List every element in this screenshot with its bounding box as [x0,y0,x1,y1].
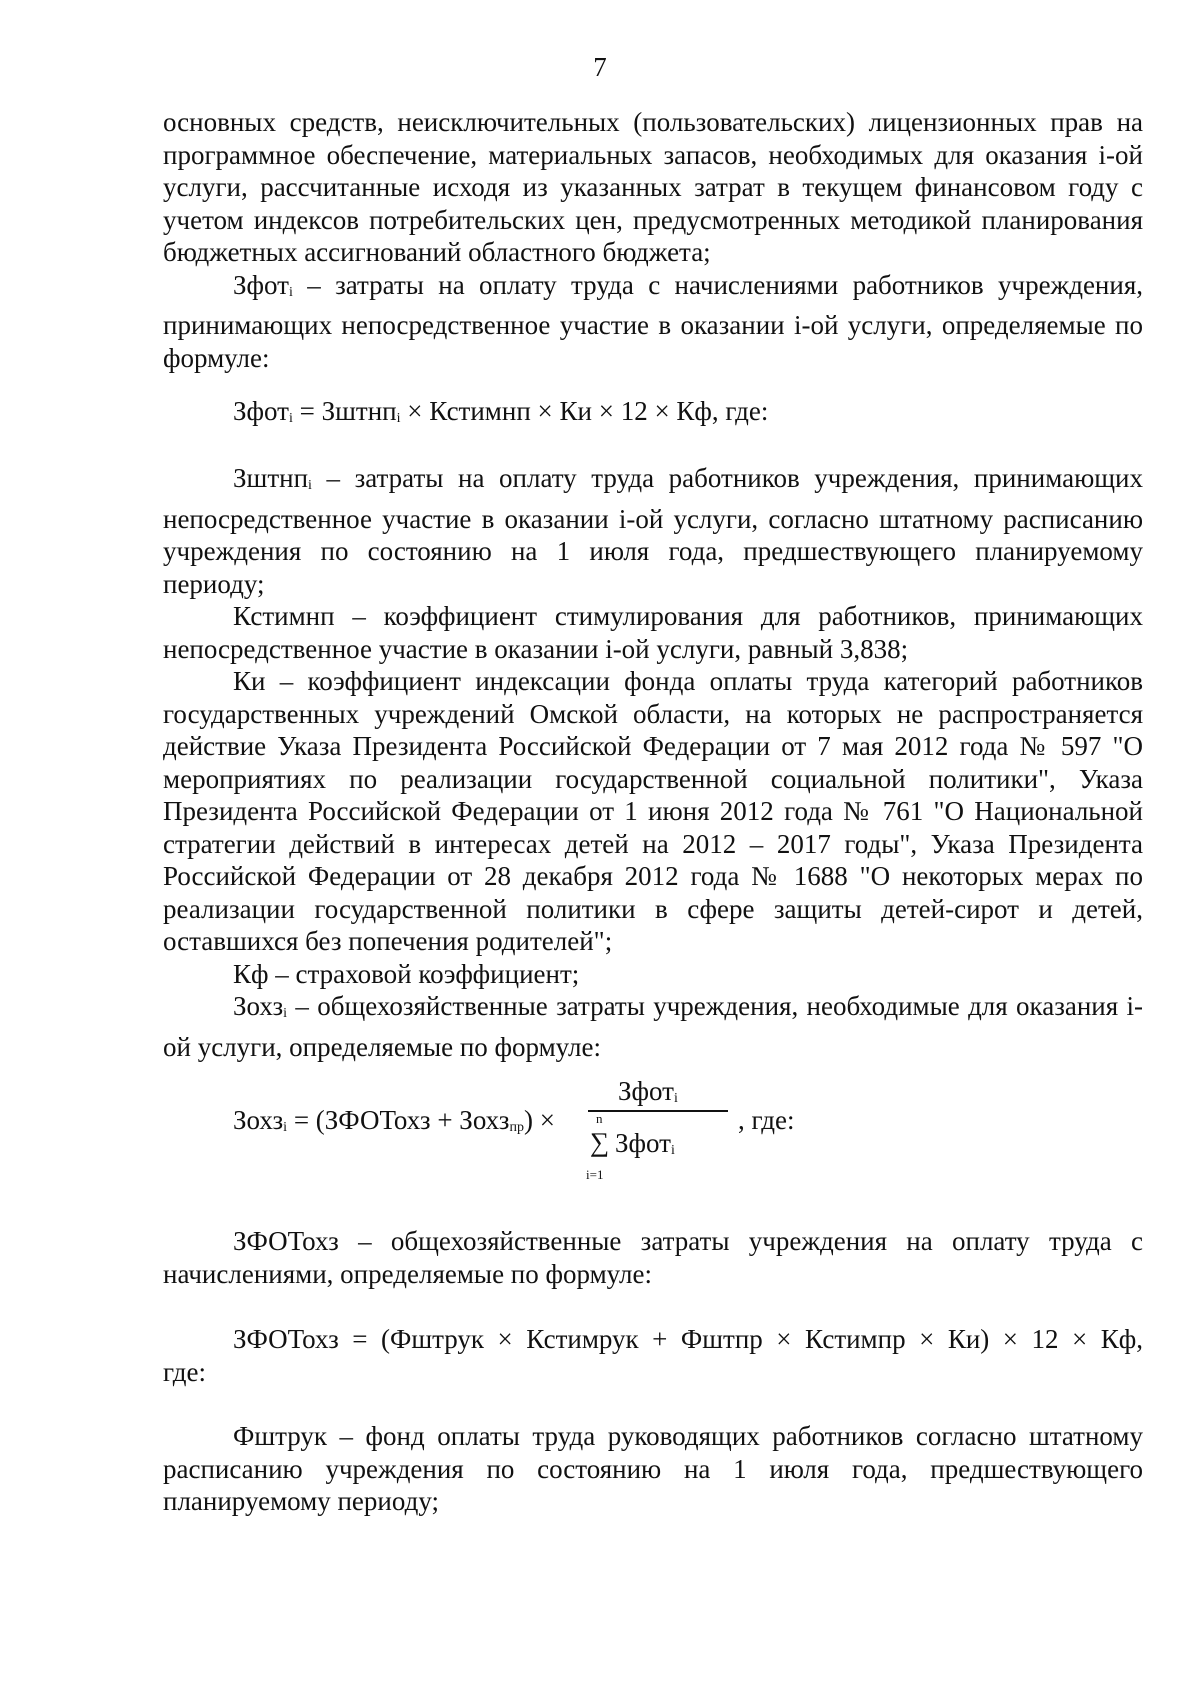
formula-zohz [233,1075,853,1195]
formula3-line1: ЗФОТохз = (Фштрук × Кстимрук + Фштпр × Кстимпр × Ки) × 12 × Кф, [233,1324,1143,1354]
formula1-lhs: Зфот [233,396,289,426]
zfot-ohz-definition: ЗФОТохз – общехозяйственные затраты учреждения на оплату труда с начислениями, определяемые по формуле: [163,1226,1143,1289]
formula3-line2: где: [163,1356,206,1387]
zohz-subscript: i [283,1006,288,1021]
formula2-lhs [233,1105,555,1136]
numerator-symbol: Зфот [618,1076,674,1106]
ki-definition: Ки – коэффициент индексации фонда оплаты труда категорий работников государственных учреждений Омской области, на которых не распространяется действие Указа Президента Российской Федерации от 7 мая 2012 года № 597 "О мероприятиях по реализации государственной социальной политики", Указа Президента Российской Федерации от 1 июня 2012 года № 761 "О Национальной стратегии действий в интересах детей на 2012 – 2017 годы", Указа Президента Российской Федерации от 28 декабря 2012 года № 1688 "О некоторых мерах по реализации государственной политики в сфере защиты детей-сирот и детей, оставшихся без попечения родителей"; [163,666,1143,956]
formula2-pr-subscript: пр [509,1120,524,1135]
formula1-rest: × Кстимнп × Ки × 12 × Кф, где: [400,396,769,426]
sum-lower-limit: i=1 [586,1167,604,1182]
zfot-ohz-block [163,1225,1143,1290]
formula1-term-subscript: i [396,411,401,426]
formula1-term: = Зштнп [292,396,397,426]
formula2-eq: = (ЗФОТохз + Зохз [287,1105,510,1135]
denominator-symbol: Зфот [615,1128,671,1158]
fraction-line [588,1110,728,1112]
fshtruk-definition: Фштрук – фонд оплаты труда руководящих работников согласно штатному расписанию учреждения по состоянию на 1 июля года, предшествующего планируемому периоду; [163,1421,1143,1516]
kstimnp-definition: Кстимнп – коэффициент стимулирования для работников, принимающих непосредственное участие в оказании i-ой услуги, равный 3,838; [163,601,1143,664]
kf-definition: Кф – страховой коэффициент; [233,958,580,989]
bottom-text-block [163,1420,1143,1518]
sum-upper-limit: n [596,1111,603,1126]
zfot-subscript: i [288,284,293,300]
zohz-definition [163,990,1143,1063]
definitions-block [163,462,1143,1063]
zohz-symbol: Зохз [233,991,284,1021]
page-number: 7 [593,52,607,82]
fraction-numerator [618,1076,678,1107]
formula-zfot [233,396,768,427]
zshtnp-symbol: Зштнп [233,463,309,493]
zshtnp-definition [163,462,1143,600]
zfot-symbol: Зфот [233,269,289,300]
zshtnp-definition-text: – затраты на оплату труда работников учреждения, принимающих непосредственное участие в оказании i-ой услуги, согласно штатному расписанию учреждения по состоянию на 1 июля года, предшествующего планируемому периоду; [163,463,1143,599]
zohz-definition-text: – общехозяйственные затраты учреждения, необходимые для оказания i-ой услуги, определяемые по формуле: [163,991,1143,1062]
formula-zfot-ohz [163,1323,1143,1388]
denominator-subscript: i [670,1143,675,1158]
formula2-lhs-symbol: Зохз [233,1105,284,1135]
fraction-denominator [615,1128,675,1159]
sum-sign: ∑ [590,1127,610,1157]
numerator-subscript: i [673,1091,678,1106]
zshtnp-subscript: i [308,478,312,493]
top-text-block [163,106,1143,374]
continuation-paragraph: основных средств, неисключительных (пользовательских) лицензионных прав на программное обеспечение, материальных запасов, необходимых для оказания i-ой услуги, рассчитанные исходя из указанных затрат в текущем финансовом году с учетом индексов потребительских цен, предусмотренных методикой планирования бюджетных ассигнований областного бюджета; [163,107,1143,267]
formula1-lhs-subscript: i [288,411,293,426]
zfot-definition [163,269,1143,375]
formula2-lhs-subscript: i [283,1120,288,1135]
formula2-tail: , где: [738,1105,795,1135]
zfot-definition-text: – затраты на оплату труда с начислениями работников учреждения, принимающих непосредственное участие в оказании i-ой услуги, определяемые по формуле: [163,269,1143,373]
formula2-eq-end: ) × [523,1105,555,1135]
